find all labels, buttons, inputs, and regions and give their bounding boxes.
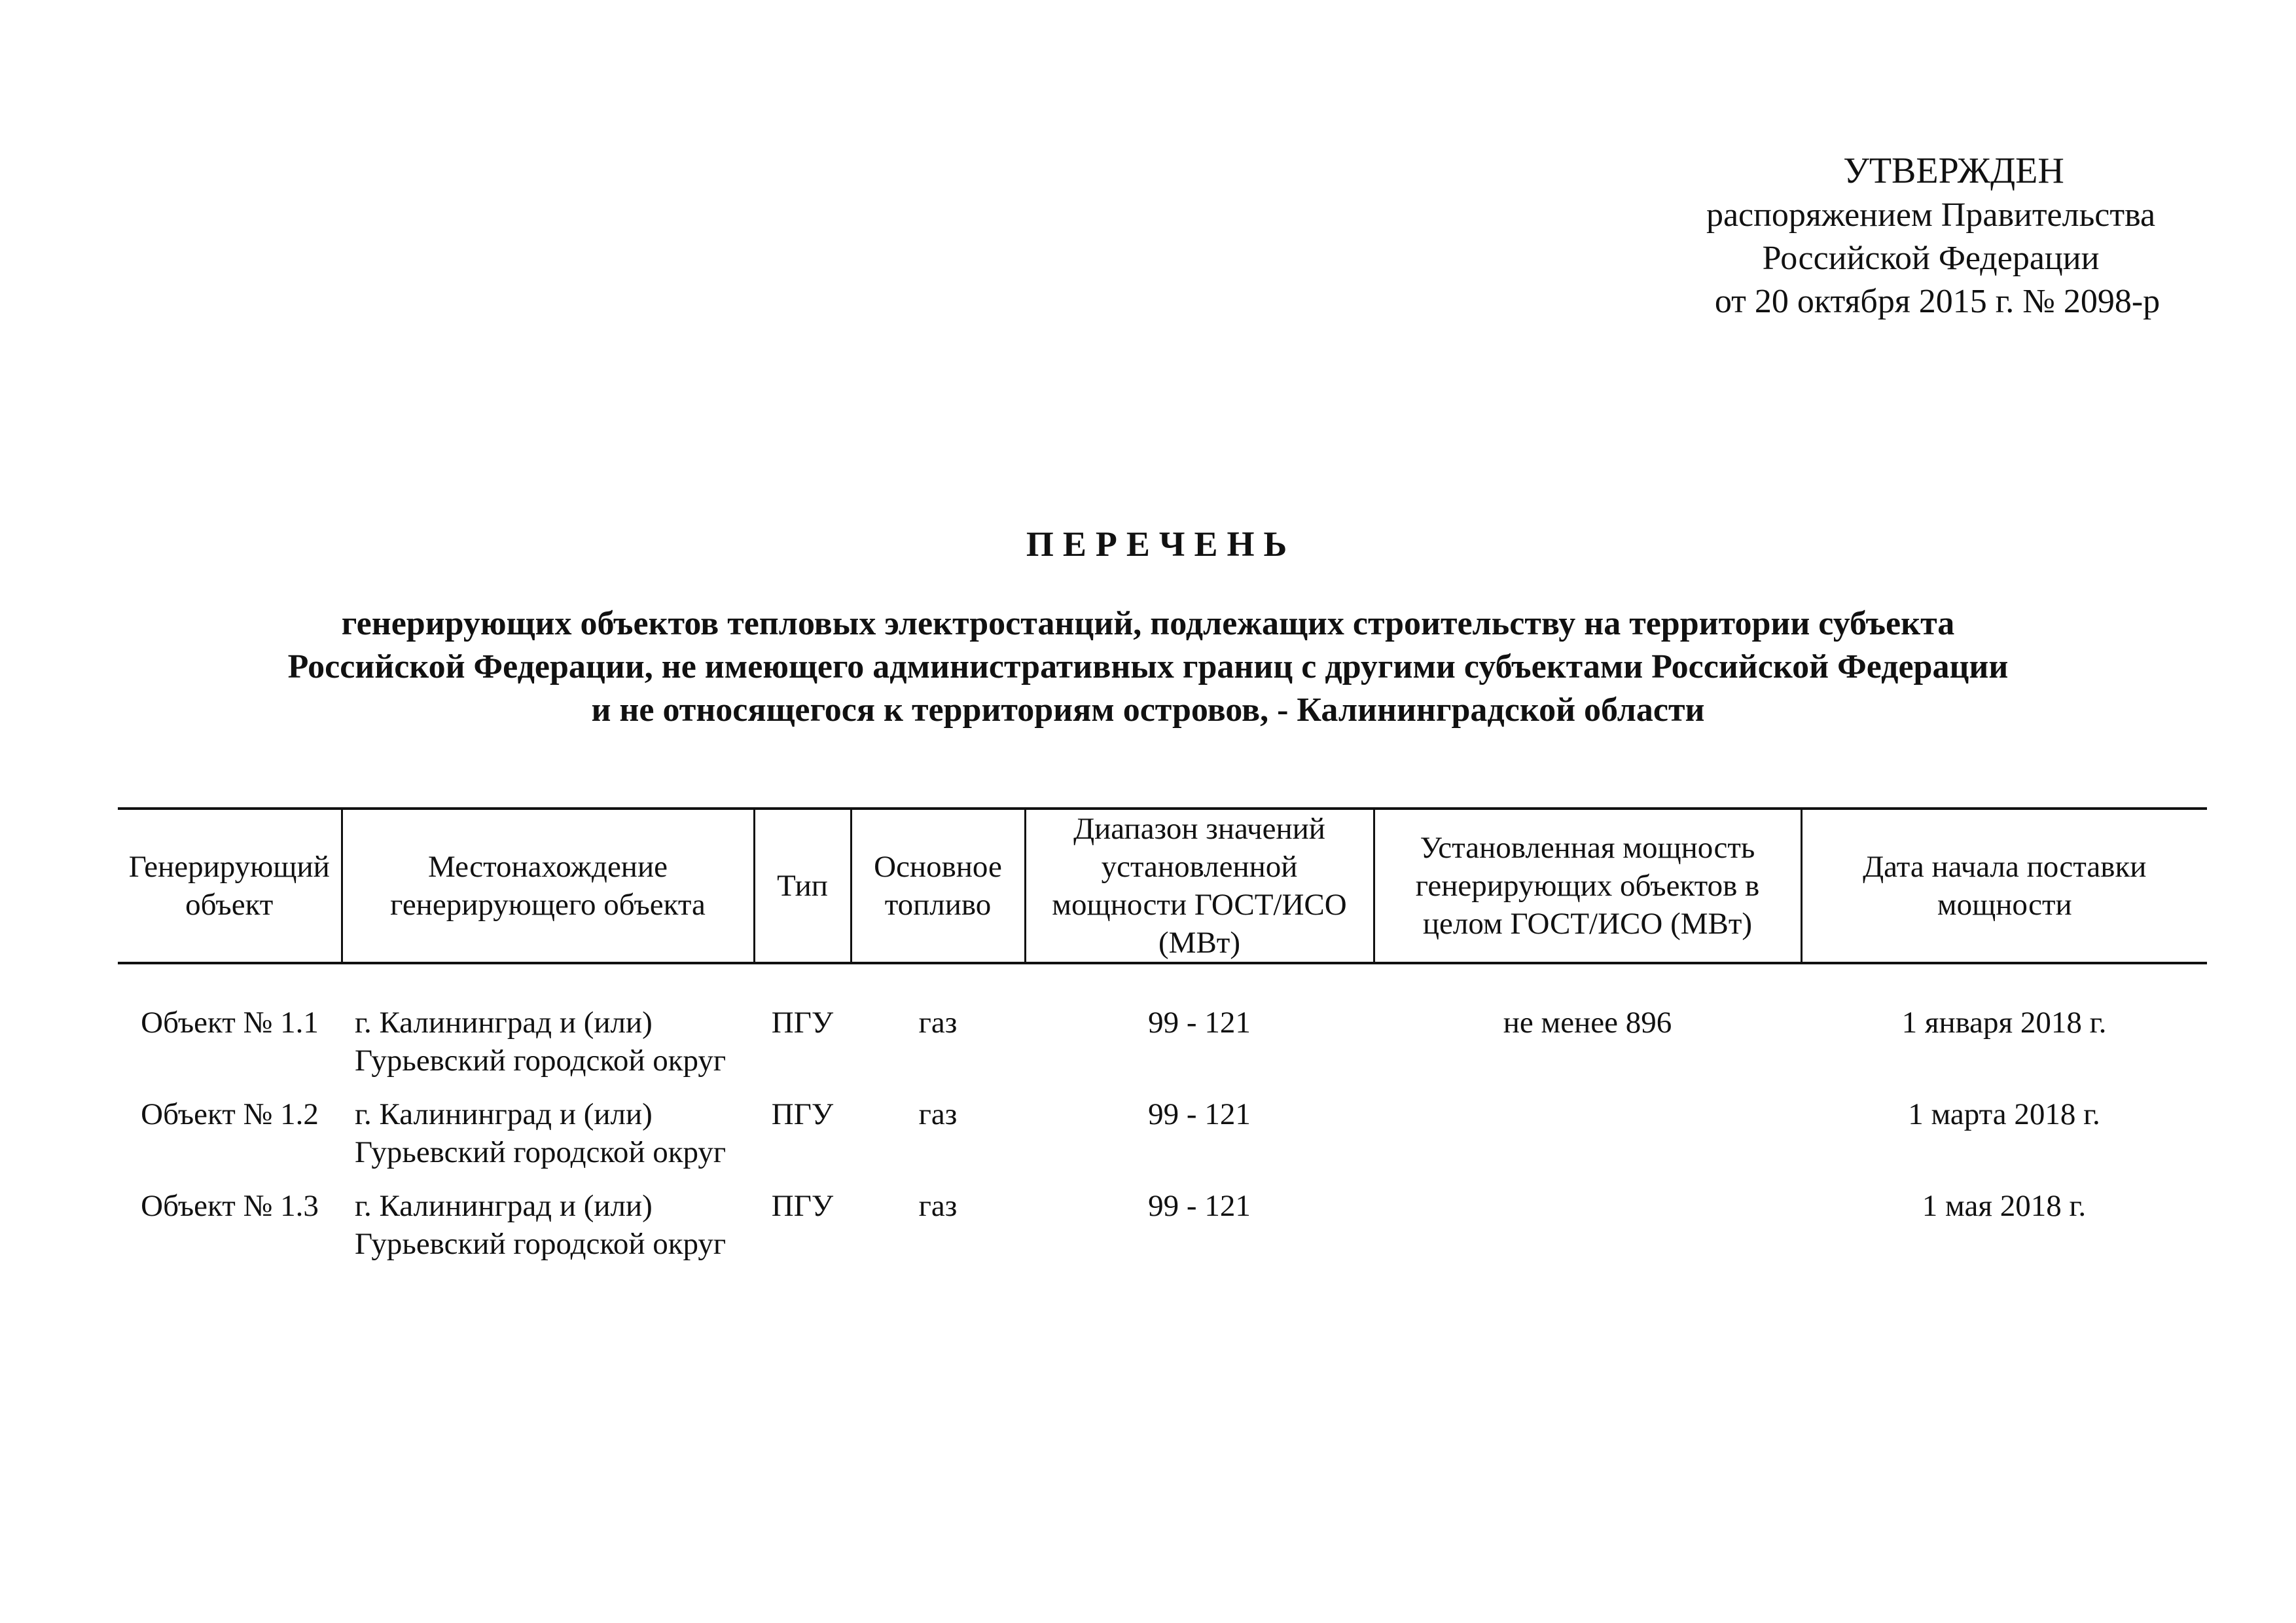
- table-row: [118, 1095, 2207, 1187]
- table-header-row: [118, 809, 2207, 963]
- header-location: Местонахождение генерирующего объекта: [342, 809, 754, 963]
- cell-location: г. Калининград и (или) Гурьевский городской округ: [355, 1097, 726, 1169]
- approval-block: [1623, 149, 2238, 323]
- document-title: ПЕРЕЧЕНЬ: [1026, 524, 1297, 564]
- cell-range: 99 - 121: [1148, 1189, 1251, 1223]
- header-object: Генерирующий объект: [128, 850, 330, 922]
- header-date: Дата начала поставки мощности: [1801, 809, 2207, 963]
- cell-object: Объект № 1.3: [141, 1189, 319, 1223]
- cell-fuel: газ: [918, 1006, 958, 1040]
- approval-line-2: Российской Федерации: [1762, 240, 2100, 277]
- cell-location: г. Калининград и (или) Гурьевский городской округ: [355, 1006, 726, 1078]
- cell-range: 99 - 121: [1148, 1097, 1251, 1131]
- cell-object: Объект № 1.2: [141, 1097, 319, 1131]
- cell-total: [1374, 1095, 1801, 1187]
- cell-location: г. Калининград и (или) Гурьевский городской округ: [355, 1189, 726, 1261]
- cell-object: Объект № 1.1: [141, 1006, 319, 1040]
- table-header: [118, 809, 2207, 963]
- cell-fuel: газ: [918, 1189, 958, 1223]
- approval-title: УТВЕРЖДЕН: [1843, 151, 2064, 191]
- cell-type: ПГУ: [771, 1189, 834, 1223]
- approval-line-3: от 20 октября 2015 г. № 2098-р: [1714, 283, 2161, 320]
- table-row: [118, 963, 2207, 1095]
- approval-line-1: распоряжением Правительства: [1706, 196, 2156, 234]
- cell-range: 99 - 121: [1148, 1006, 1251, 1040]
- document-heading: [0, 524, 2296, 732]
- objects-table: [118, 807, 2207, 1279]
- header-fuel: Основное топливо: [851, 809, 1025, 963]
- document-subtitle-line-2: Российской Федерации, не имеющего административных границ с другими субъектами Российской Федерации: [287, 648, 2009, 685]
- cell-total: [1374, 1187, 1801, 1279]
- cell-fuel: газ: [918, 1097, 958, 1131]
- table-body: [118, 963, 2207, 1279]
- document-subtitle-line-3: и не относящегося к территориям островов, - Калининградской области: [591, 691, 1705, 729]
- header-total: Установленная мощность генерирующих объектов в целом ГОСТ/ИСО (МВт): [1374, 809, 1801, 963]
- cell-date: 1 марта 2018 г.: [1908, 1097, 2100, 1131]
- header-range: Диапазон значений установленной мощности ГОСТ/ИСО (МВт): [1025, 809, 1374, 963]
- cell-total: не менее 896: [1503, 1006, 1672, 1040]
- cell-type: ПГУ: [771, 1097, 834, 1131]
- cell-date: 1 мая 2018 г.: [1922, 1189, 2087, 1223]
- table-row: [118, 1187, 2207, 1279]
- header-type: Тип: [754, 809, 851, 963]
- objects-table-wrapper: [118, 807, 2207, 1279]
- document-subtitle-line-1: генерирующих объектов тепловых электростанций, подлежащих строительству на территории субъекта: [341, 605, 1955, 642]
- cell-type: ПГУ: [771, 1006, 834, 1040]
- cell-date: 1 января 2018 г.: [1901, 1006, 2107, 1040]
